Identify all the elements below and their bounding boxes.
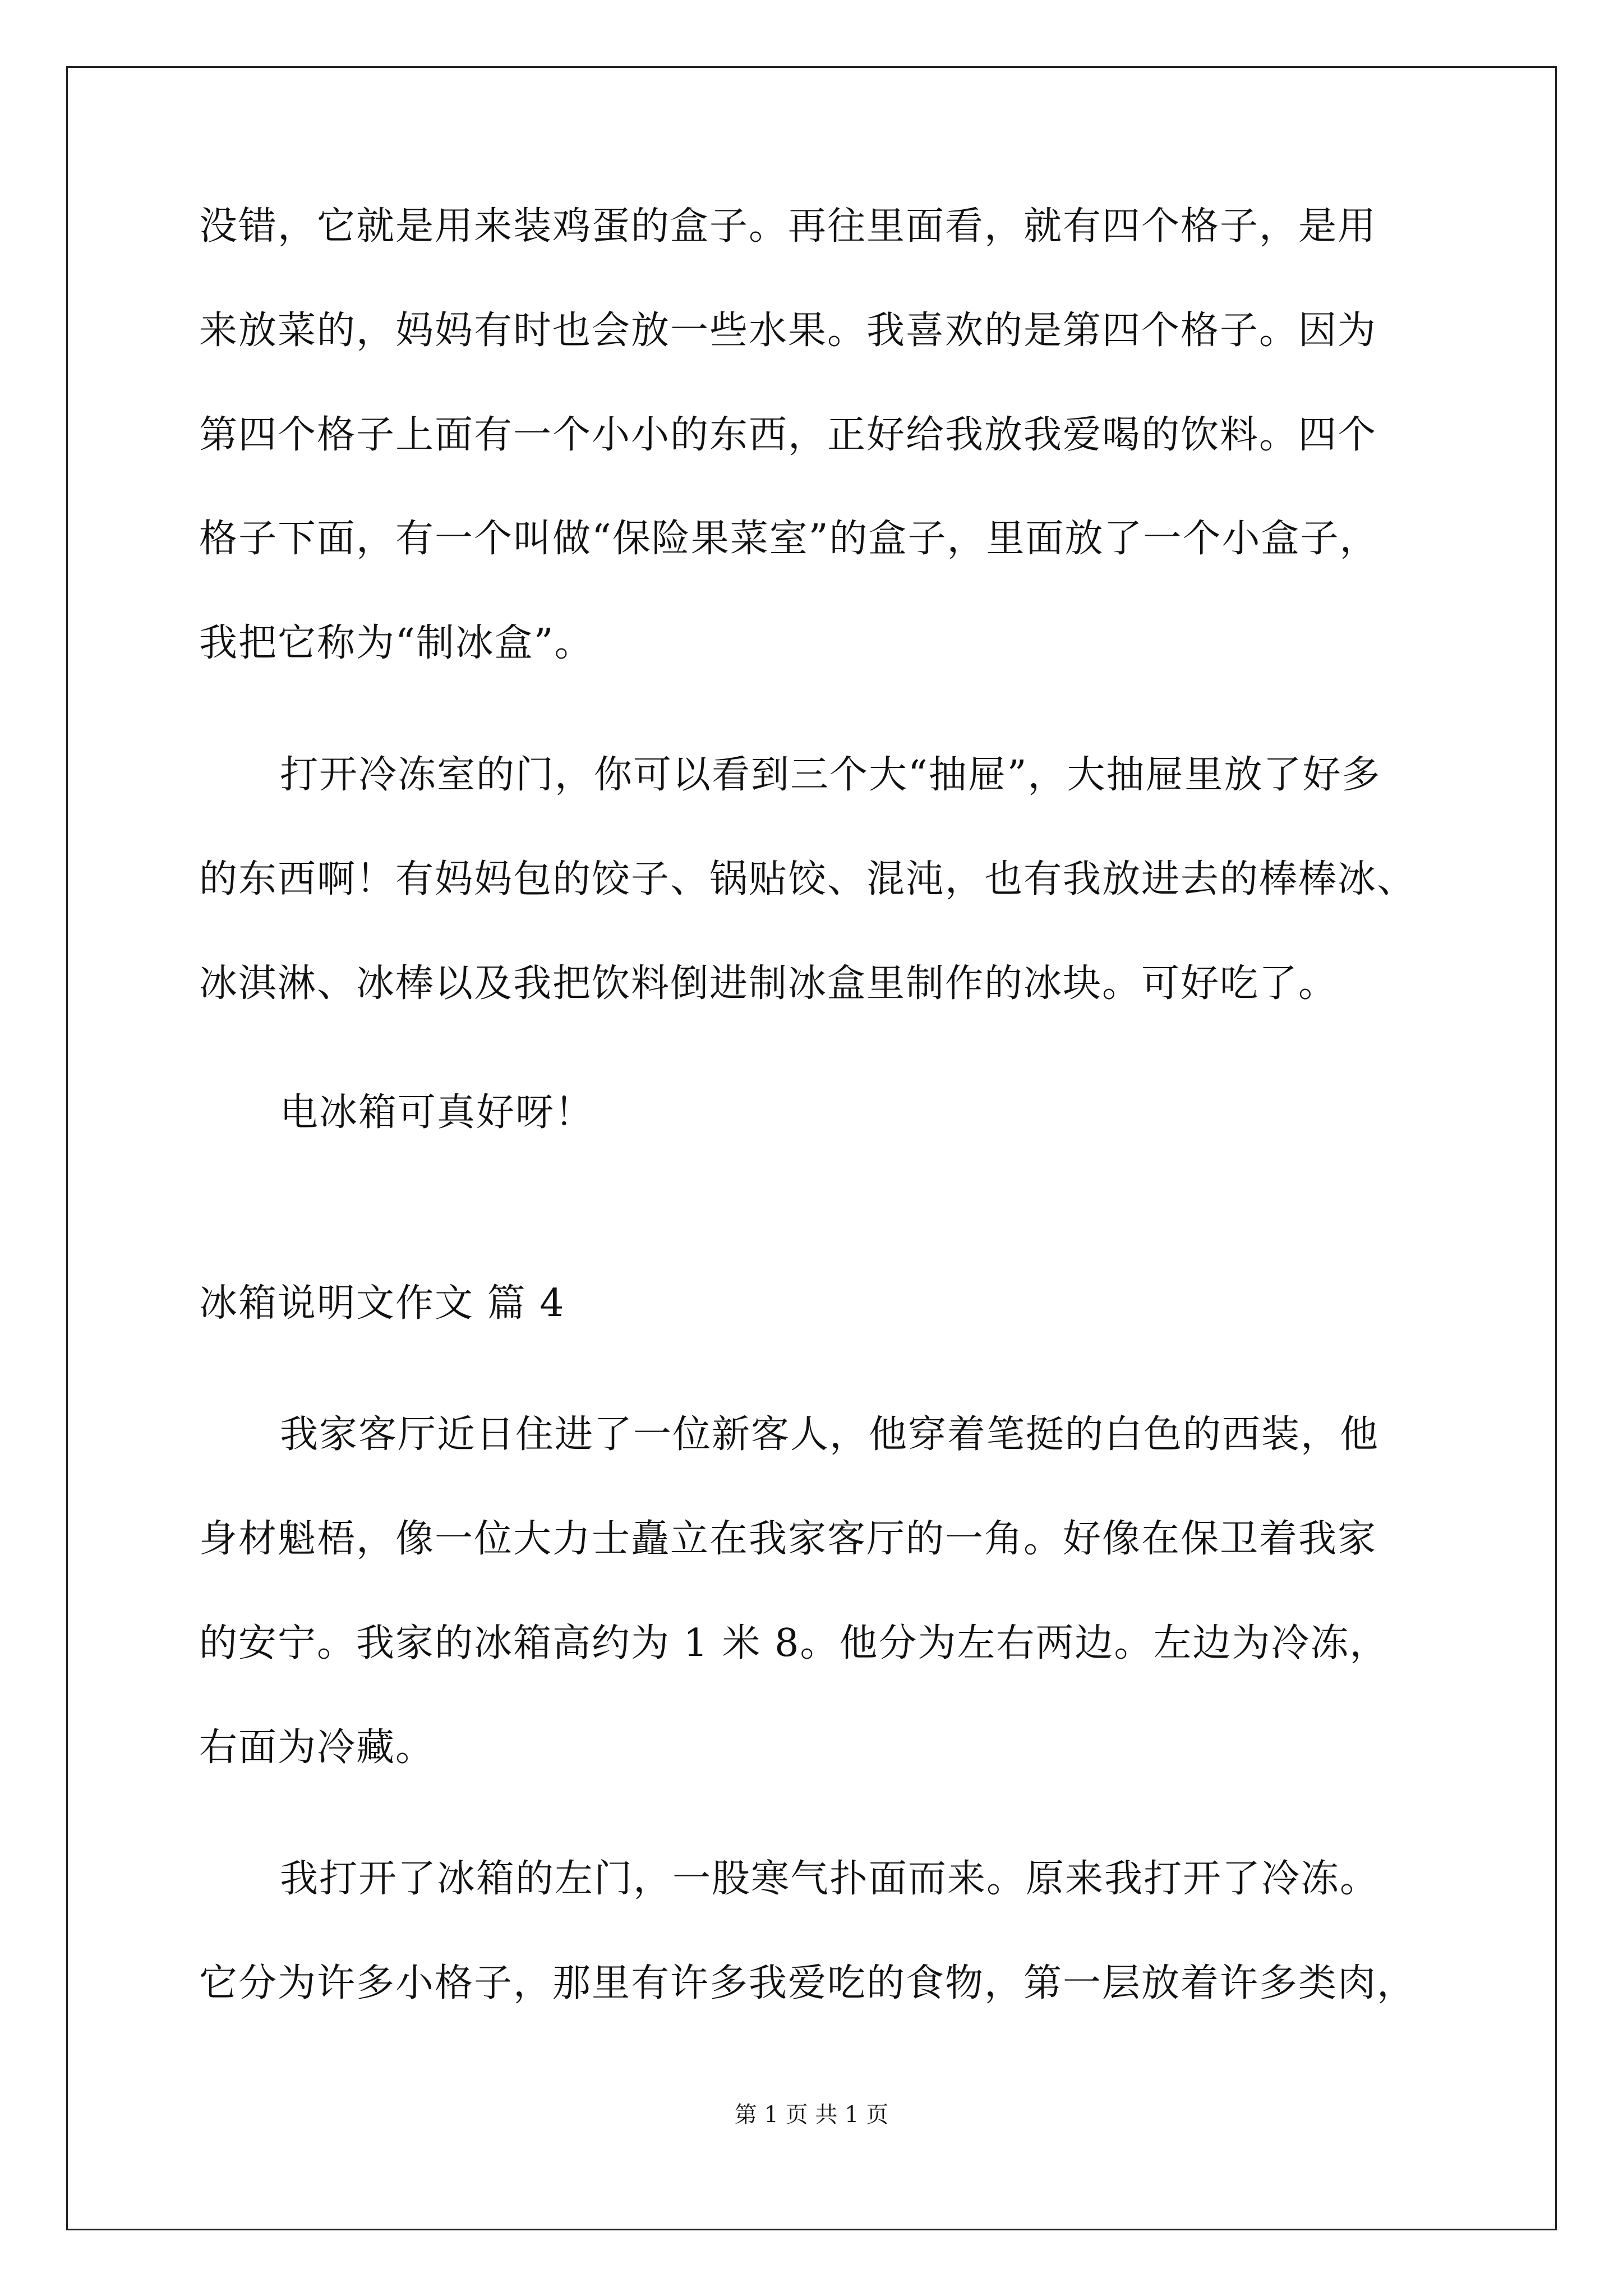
paragraph-start-new-guest: 我家客厅近日住进了一位新客人，他穿着笔挺的白色的西装，他 bbox=[280, 1412, 1380, 1457]
text-line-5: 我把它称为“制冰盒”。 bbox=[199, 621, 594, 665]
text-line-1: 没错，它就是用来装鸡蛋的盒子。再往里面看，就有四个格子，是用 bbox=[199, 204, 1377, 249]
text-line-3: 第四个格子上面有一个小小的东西，正好给我放我爱喝的饮料。四个 bbox=[199, 413, 1377, 457]
section-heading: 冰箱说明文作文 篇 4 bbox=[199, 1281, 565, 1326]
text-line-16: 它分为许多小格子，那里有许多我爱吃的食物，第一层放着许多类肉， bbox=[199, 1961, 1417, 2005]
text-line-7: 的东西啊！有妈妈包的饺子、锅贴饺、混沌，也有我放进去的棒棒冰、 bbox=[199, 857, 1417, 901]
text-line-14: 右面为冷藏。 bbox=[199, 1726, 435, 1770]
paragraph-start-freezer: 打开冷冻室的门，你可以看到三个大“抽屉”，大抽屉里放了好多 bbox=[280, 753, 1381, 797]
paragraph-conclusion: 电冰箱可真好呀！ bbox=[280, 1091, 594, 1135]
text-line-8: 冰淇淋、冰棒以及我把饮料倒进制冰盒里制作的冰块。可好吃了。 bbox=[199, 961, 1338, 1006]
paragraph-start-left-door: 我打开了冰箱的左门，一股寒气扑面而来。原来我打开了冷冻。 bbox=[280, 1857, 1380, 1901]
text-line-13: 的安宁。我家的冰箱高约为 1 米 8。他分为左右两边。左边为冷冻， bbox=[199, 1621, 1389, 1665]
page-border bbox=[66, 66, 1557, 2230]
page-footer: 第 1 页 共 1 页 bbox=[734, 2102, 889, 2128]
text-line-12: 身材魁梧，像一位大力士矗立在我家客厅的一角。好像在保卫着我家 bbox=[199, 1517, 1377, 1561]
text-line-2: 来放菜的，妈妈有时也会放一些水果。我喜欢的是第四个格子。因为 bbox=[199, 309, 1377, 353]
text-line-4: 格子下面，有一个叫做“保险果菜室”的盒子，里面放了一个小盒子， bbox=[199, 517, 1379, 561]
